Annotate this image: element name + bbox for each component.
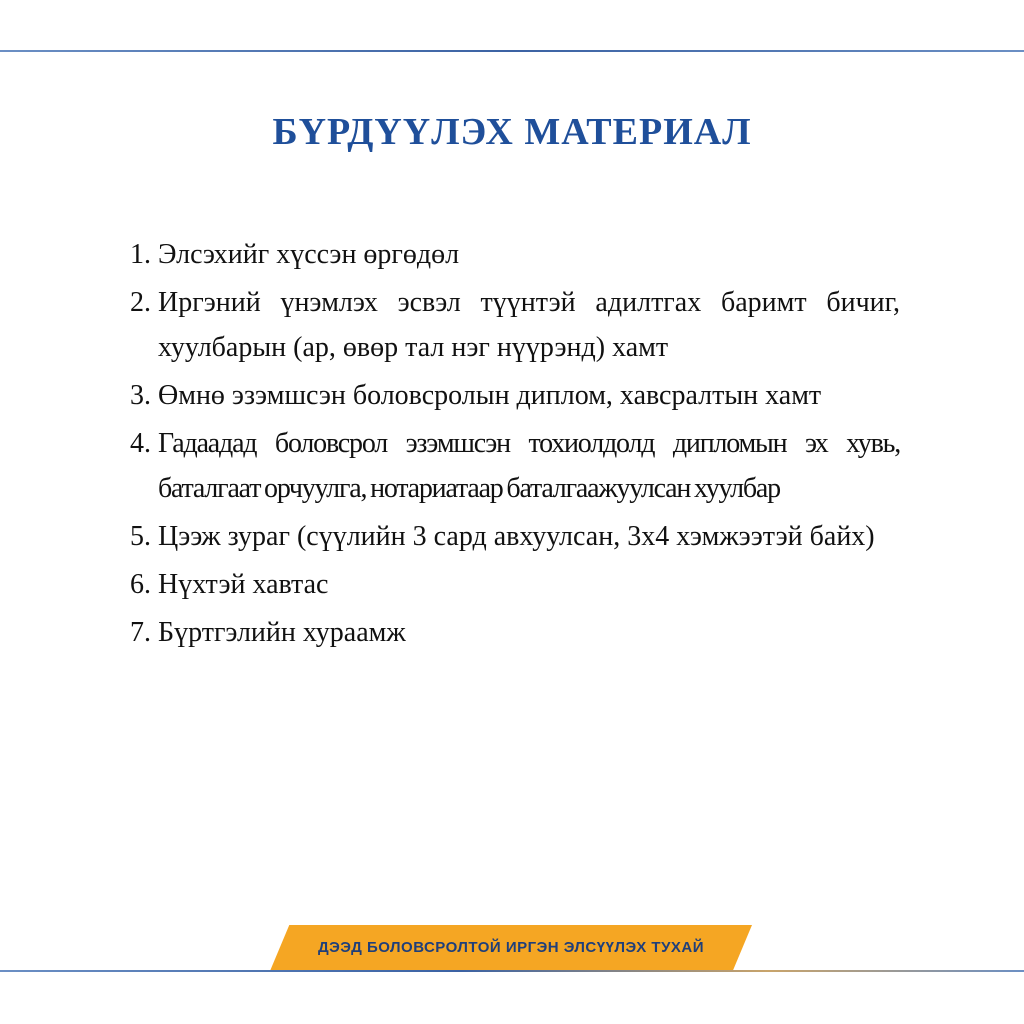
item-text: Элсэхийг хүссэн өргөдөл (158, 239, 460, 270)
page-title: БҮРДҮҮЛЭХ МАТЕРИАЛ (272, 111, 752, 153)
list-item (130, 232, 900, 277)
list-item (130, 562, 900, 607)
item-number: 4. (130, 428, 151, 459)
item-text: Цээж зураг (сүүлийн 3 сард авхуулсан, 3x4 хэмжээтэй байх) (158, 521, 875, 552)
item-number: 7. (130, 617, 151, 648)
item-number: 5. (130, 521, 151, 552)
item-text: Бүртгэлийн хураамж (158, 617, 406, 648)
item-number: 6. (130, 569, 151, 600)
item-number: 1. (130, 239, 151, 270)
top-divider-line (0, 50, 1024, 52)
footer-banner-label: ДЭЭД БОЛОВСРОЛТОЙ ИРГЭН ЭЛСҮҮЛЭХ ТУХАЙ (317, 939, 705, 956)
item-text: Гадаадад боловсрол эзэмшсэн тохиолдолд дипломын эх хувь, баталгаат орчуулга, нотариатаар баталгаажуулсан хуулбар (158, 428, 900, 504)
item-number: 2. (130, 287, 151, 318)
list-item (130, 373, 900, 418)
item-number: 3. (130, 380, 151, 411)
requirements-list (130, 232, 900, 658)
list-item (130, 280, 900, 370)
item-text: Өмнө эзэмшсэн боловсролын диплом, хавсралтын хамт (158, 380, 822, 411)
bottom-divider-line (0, 970, 1024, 972)
list-item (130, 421, 900, 511)
item-text: Нүхтэй хавтас (158, 569, 329, 600)
list-item (130, 514, 900, 559)
list-item (130, 610, 900, 655)
item-text: Иргэний үнэмлэх эсвэл түүнтэй адилтгах баримт бичиг, хуулбарын (ар, өвөр тал нэг нүүрэнд) хамт (158, 287, 900, 363)
